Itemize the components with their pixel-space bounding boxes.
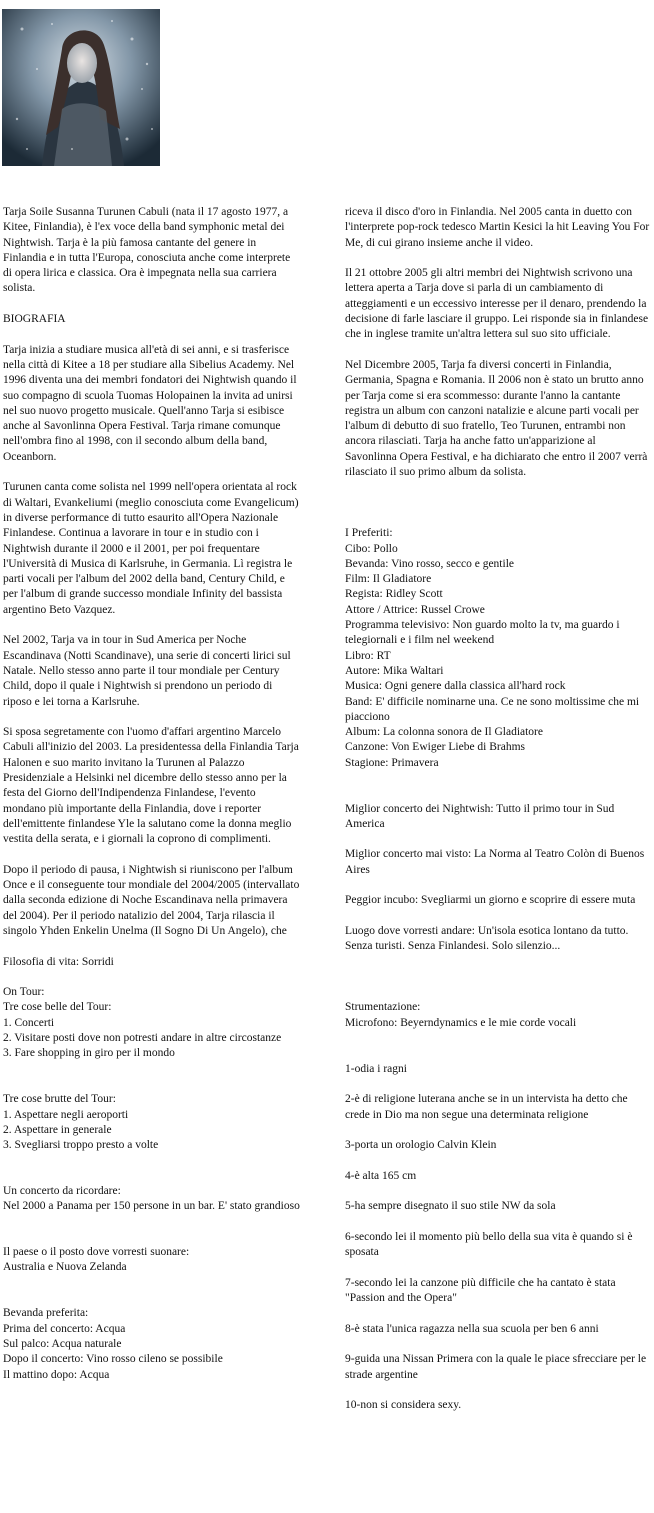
fact-item: 2-è di religione luterana anche se in un intervista ha detto che crede in Dio ma non segue una determinata religione bbox=[345, 1093, 628, 1121]
equipment-heading: Strumentazione: bbox=[345, 1001, 421, 1014]
bio-paragraph-december: Nel Dicembre 2005, Tarja fa diversi concerti in Finlandia, Germania, Spagna e Romania. Il 2006 non è stato un brutto anno per Tarja come si era scommesso: durante l'anno la cantante registra un album con canzoni natalizie e alcune parti vocali per l'album di debutto di suo fratello, Teo Turunen, entrambi non ancora rilasciati. Tarja ha anche fatto un'apparizione al Savonlinna Opera Festival, e ha dichiarato che entro il 2007 verrà rilasciato il suo primo album da solista. bbox=[345, 358, 648, 479]
favorites-heading: I Preferiti: bbox=[345, 527, 393, 540]
memorable-concert-text: Nel 2000 a Panama per 150 persone in un bar. E' stato grandioso bbox=[3, 1200, 300, 1213]
favorite-item: Musica: Ogni genere dalla classica all'hard rock bbox=[345, 680, 566, 693]
fact-item: 6-secondo lei il momento più bello della sua vita è quando si è sposata bbox=[345, 1230, 633, 1259]
bad-thing-item: 3. Svegliarsi troppo presto a volte bbox=[3, 1139, 159, 1152]
philosophy-line: Filosofia di vita: Sorridi bbox=[3, 955, 114, 968]
favorite-drink-item: Sul palco: Acqua naturale bbox=[3, 1337, 122, 1350]
favorite-drink-item: Dopo il concerto: Vino rosso cileno se possibile bbox=[3, 1353, 223, 1366]
favorite-item: Bevanda: Vino rosso, secco e gentile bbox=[345, 557, 514, 570]
good-thing-item: 2. Visitare posti dove non potresti andare in altre circostanze bbox=[3, 1032, 282, 1045]
intro-paragraph: Tarja Soile Susanna Turunen Cabuli (nata il 17 agosto 1977, a Kitee, Finlandia), è l'ex voce della band symphonic metal dei Nightwish. Tarja è la più famosa cantante del genere in Finlandia e in tutta l'Europa, conosciuta anche come interprete di opera lirica e classica. Ora è impegnata nella sua carriera solista. bbox=[3, 206, 291, 295]
fact-item: 3-porta un orologio Calvin Klein bbox=[345, 1139, 497, 1152]
favorite-item: Band: E' difficile nominarne una. Ce ne sono moltissime che mi piacciono bbox=[345, 695, 640, 723]
memorable-concert-title: Un concerto da ricordare: bbox=[3, 1185, 121, 1197]
fact-item: 10-non si considera sexy. bbox=[345, 1399, 462, 1412]
dream-place-text: Australia e Nuova Zelanda bbox=[3, 1261, 127, 1274]
microphone-line: Microfono: Beyerndynamics e le mie corde vocali bbox=[345, 1016, 577, 1029]
bio-paragraph-1: Tarja inizia a studiare musica all'età di sei anni, e si trasferisce nella città di Kitee a 18 per studiare alla Sibelius Academy. Nel 1996 diventa una dei membri fondatori dei Nightwish quando il suo compagno di scuola Tuomas Holopainen la invita ad unirsi nel suo nuovo progetto musicale. Quell'anno Tarja si esibisce anche al Savonlinna Opera Festival. Tarja rimane comunque nell'ombra fino al 1998, con il secondo album della band, Oceanborn. bbox=[3, 343, 297, 463]
dream-place-title: Il paese o il posto dove vorresti suonare: bbox=[3, 1246, 190, 1259]
favorite-drink-title: Bevanda preferita: bbox=[3, 1307, 89, 1320]
left-column bbox=[3, 205, 300, 1383]
best-concert-seen: Miglior concerto mai visto: La Norma al Teatro Colòn di Buenos Aires bbox=[345, 848, 645, 876]
favorite-item: Cibo: Pollo bbox=[345, 542, 398, 555]
favorite-item: Attore / Attrice: Russel Crowe bbox=[345, 603, 485, 616]
bio-paragraph-2: Turunen canta come solista nel 1999 nell'opera orientata al rock di Waltari, Evankeliumi (meglio conosciuta come Evangelicum) in diverse performance di tutto esaurito all'Opera Nazionale Finlandese. Continua a lavorare in tour e in studio con i Nightwish durante il 2000 e il 2001, per poi frequentare l'Università di Musica di Karlsruhe, in Germania. Lì registra le parti vocali per l'album del 2002 della band, Century Child, e per l'album di grande successo mondiale Infinity del bassista argentino Beto Vazquez. bbox=[3, 481, 299, 616]
best-nightwish-concert: Miglior concerto dei Nightwish: Tutto il primo tour in Sud America bbox=[345, 802, 615, 830]
dream-destination: Luogo dove vorresti andare: Un'isola esotica lontano da tutto. Senza turisti. Senza Finlandesi. Solo silenzio... bbox=[345, 924, 629, 953]
on-tour-heading: On Tour: bbox=[3, 986, 45, 999]
favorite-drink-item: Il mattino dopo: Acqua bbox=[3, 1368, 110, 1381]
fact-item: 5-ha sempre disegnato il suo stile NW da sola bbox=[345, 1200, 556, 1213]
bio-paragraph-4: Si sposa segretamente con l'uomo d'affari argentino Marcelo Cabuli all'inizio del 2003. La presidentessa della Finlandia Tarja Halonen e suo marito invitano la Turunen al Palazzo Presidenziale a Helsinki nel dicembre dello stesso anno per la festa del Giorno dell'Indipendenza Finlandese, l'evento mondano più importante della Finlandia, dove i reporter dell'emittente finlandese Yle la salutano come la donna meglio vestita della serata, e i giornali la coprono di complimenti. bbox=[3, 726, 299, 846]
good-thing-item: 1. Concerti bbox=[3, 1016, 55, 1029]
favorite-item: Programma televisivo: Non guardo molto la tv, ma guardo i telegiornali e i film nel weekend bbox=[345, 619, 620, 647]
fact-item: 7-secondo lei la canzone più difficile che ha cantato è stata "Passion and the Opera" bbox=[345, 1276, 616, 1305]
bio-paragraph-continued: riceva il disco d'oro in Finlandia. Nel 2005 canta in duetto con l'interprete pop-rock tedesco Martin Kesici la hit Leaving You For Me, di cui girano insieme anche il video. bbox=[345, 206, 650, 249]
portrait-photo bbox=[2, 9, 160, 166]
right-column bbox=[345, 205, 650, 1413]
fact-item: 1-odia i ragni bbox=[345, 1062, 407, 1075]
bad-thing-item: 1. Aspettare negli aeroporti bbox=[3, 1108, 129, 1121]
favorite-item: Libro: RT bbox=[345, 649, 391, 662]
biography-heading: BIOGRAFIA bbox=[3, 313, 66, 326]
good-thing-item: 3. Fare shopping in giro per il mondo bbox=[3, 1047, 175, 1060]
favorite-item: Stagione: Primavera bbox=[345, 756, 439, 769]
favorite-item: Regista: Ridley Scott bbox=[345, 588, 443, 601]
favorite-item: Film: Il Gladiatore bbox=[345, 573, 432, 586]
good-things-title: Tre cose belle del Tour: bbox=[3, 1001, 112, 1014]
favorite-item: Autore: Mika Waltari bbox=[345, 664, 444, 677]
bio-paragraph-5: Dopo il periodo di pausa, i Nightwish si riuniscono per l'album Once e il conseguente tour mondiale del 2004/2005 (intervallato dalla seconda edizione di Noche Escandinava nella primavera del 2004). Per il periodo natalizio del 2004, Tarja rilascia il singolo Yhden Enkelin Unelma (Il Sogno Di Un Angelo), che bbox=[3, 863, 300, 937]
fact-item: 8-è stata l'unica ragazza nella sua scuola per ben 6 anni bbox=[345, 1322, 599, 1335]
bio-paragraph-october: Il 21 ottobre 2005 gli altri membri dei Nightwish scrivono una lettera aperta a Tarja dove si parla di un cambiamento di atteggiamenti e un eccessivo interesse per il denaro, prendendo la decisione di farle lasciare il gruppo. Lei risponde sia in finlandese che in inglese tramite un'altra lettera sul suo sito ufficiale. bbox=[345, 267, 649, 341]
bio-paragraph-3: Nel 2002, Tarja va in tour in Sud America per Noche Escandinava (Notti Scandinave), una serie di concerti lirici sul Natale. Nello stesso anno parte il tour mondiale per Century Child, dopo il quale i Nightwish si prendono un periodo di riposo e lei torna a Karlsruhe. bbox=[3, 634, 291, 708]
fact-item: 9-guida una Nissan Primera con la quale le piace sfrecciare per le strade argentine bbox=[345, 1353, 647, 1381]
bad-things-title: Tre cose brutte del Tour: bbox=[3, 1093, 116, 1106]
fact-item: 4-è alta 165 cm bbox=[345, 1169, 417, 1182]
favorite-item: Canzone: Von Ewiger Liebe di Brahms bbox=[345, 741, 526, 754]
portrait-photo-icon bbox=[2, 9, 160, 166]
favorite-drink-item: Prima del concerto: Acqua bbox=[3, 1322, 126, 1335]
favorite-item: Album: La colonna sonora de Il Gladiatore bbox=[345, 726, 543, 739]
bad-thing-item: 2. Aspettare in generale bbox=[3, 1123, 112, 1136]
worst-nightmare: Peggior incubo: Svegliarmi un giorno e scoprire di essere muta bbox=[345, 894, 636, 907]
